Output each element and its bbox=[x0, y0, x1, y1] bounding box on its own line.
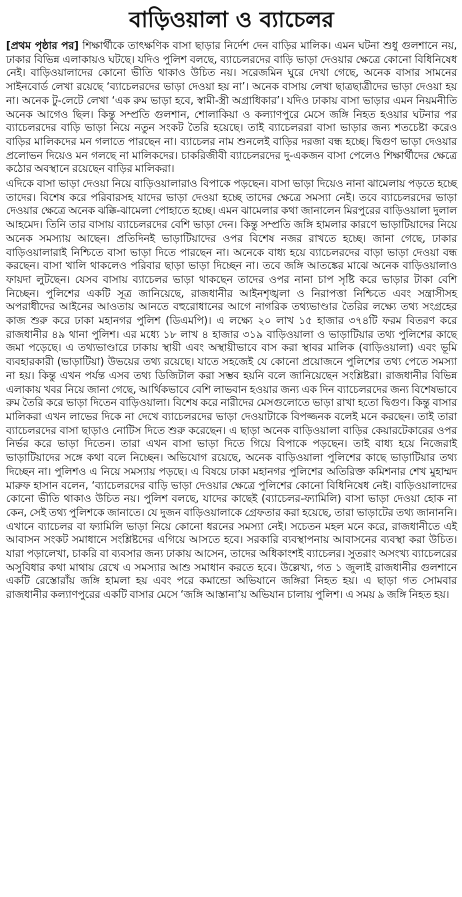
paragraph-1-text: শিক্ষার্থীকে তাৎক্ষণিক বাসা ছাড়ার নির্দেশ দেন বাড়ির মালিক। এমন ঘটনা শুধু গুলশানে নয়, ঢাকার বিভিন্ন এলাকায়ও ঘটছে। যদিও পুলিশ বলছে, ব্যাচেলরদের বাড়ি ভাড়া দেওয়ার ক্ষেত্রে কোনো বিধিনিষেধ নেই। বাড়িওয়ালাদের কোনো ভীতি থাকাও উচিত নয়। সরেজমিন ঘুরে দেখা গেছে, অনেক বাসার সামনের সাইনবোর্ড লেখা রয়েছে ‘ব্যাচেলরদের ভাড়া দেওয়া হয় না’। অনেক বাসায় লেখা ছাত্রছাত্রীদের ভাড়া দেওয়া হয় না। অনেক টু-লেটে লেখা ‘এক রুম ভাড়া হবে, স্বামী-স্ত্রী অগ্রাধিকার’। যদিও ঢাকায় বাসা ভাড়ার এমন নিয়মনীতি অনেক আগেও ছিল। কিন্তু সম্প্রতি গুলশান, শোলাকিয়া ও কল্যাণপুরে মেসে জঙ্গি নিহত হওয়ার ঘটনার পর ব্যাচেলরদের বাড়ি ভাড়া নিয়ে নতুন সংকট তৈরি হয়েছে। তাই ব্যাচেলররা বাসা ভাড়ার জন্য শতচেষ্টা করেও বাড়ির মালিকদের মন গলাতে পারছেন না। ব্যাচেলর নাম শুনলেই বাড়ির দরজা বন্ধ হচ্ছে। দ্বিগুণ ভাড়া দেওয়ার প্রলোভন দিয়েও মন গলছে না মালিকদের। চাকরিজীবী ব্যাচেলরদের দু-একজন বাসা পেলেও শিক্ষার্থীদের ক্ষেত্রে কঠোর অবস্থানে রয়েছেন বাড়ির মালিকরা। bbox=[6, 40, 457, 176]
article-body bbox=[6, 40, 457, 603]
article-headline: বাড়িওয়ালা ও ব্যাচেলর bbox=[129, 8, 334, 33]
article-paragraph-1 bbox=[6, 40, 457, 177]
article-paragraph-2: এদিকে বাসা ভাড়া দেওয়া নিয়ে বাড়িওয়ালারাও বিপাকে পড়ছেন। বাসা ভাড়া দিয়েও নানা ঝামেলায় পড়তে হচ্ছে তাদের। বিশেষ করে পরিবারসহ যাদের ভাড়া দেওয়া হচ্ছে তাদের ক্ষেত্রে সমস্যা নেই। তবে ব্যাচেলরদের ভাড়া দেওয়ার ক্ষেত্রে অনেক ঝক্কি-ঝামেলা পোহাতে হচ্ছে। এমন ঝামেলার কথা জানালেন মিরপুরের বাড়িওয়ালা দুলাল আহমেদ। তিনি তার বাসায় ব্যাচেলরদের বেশি ভাড়া দেন। কিন্তু সম্প্রতি জঙ্গি হামলার কারণে ভাড়াটিয়াদের নিয়ে অনেক সমস্যায় আছেন। প্রতিদিনই ভাড়াটিয়াদের ওপর বিশেষ নজর রাখতে হচ্ছে। জানা গেছে, ঢাকার বাড়িওয়ালারাই নিশ্চিতে বাসা ভাড়া দিতে পারছেন না। অনেকে বাধ্য হয়ে ব্যাচেলরদের বাড়া ভাড়া দেওয়া বন্ধ করছেন। বাসা খালি থাকলেও পরিবার ছাড়া ভাড়া দিচ্ছেন না। তবে জঙ্গি আতঙ্কের মাঝে অনেক বাড়িওয়ালাও ফায়দা লুটছেন। যেসব বাসায় ব্যাচেলর ভাড়া থাকছেন তাদের ওপর নানা চাপ সৃষ্টি করে ভাড়ার টাকা বেশি নিচ্ছেন। পুলিশের একটি সূত্র জানিয়েছে, রাজধানীর আইনশৃঙ্খলা ও নিরাপত্তা নিশ্চিতে এবং সন্ত্রাসীসহ অপরাধীদের আইনের আওতায় আনতে বহুরোধানের আগে নাগরিক তথ্যভাণ্ডার তৈরির লক্ষ্যে তথ্য সংগ্রহের কাজ শুরু করে ঢাকা মহানগর পুলিশ (ডিএমপি)। এ লক্ষ্যে ২০ লাখ ১৫ হাজার ৩৭৪টি ফরম বিতরণ করে রাজধানীর ৪৯ থানা পুলিশ। এর মধ্যে ১৮ লাখ ৪ হাজার ৩১৯ বাড়িওয়ালা ও ভাড়াটিয়ার তথ্য পুলিশের কাছে জমা পড়েছে। এ তথ্যভাণ্ডারে ঢাকায় স্থায়ী এবং অস্থায়ীভাবে বাস করা স্থাবর মালিক (বাড়িওয়ালা) এবং ভূমি ব্যবহারকারী (ভাড়াটিয়া) উভয়ের তথ্য রয়েছে। যাতে সহজেই যে কোনো প্রয়োজনে পুলিশের তথ্য পেতে সমস্যা না হয়। কিন্তু এখন পর্যন্ত এসব তথ্য ডিজিটাল করা সম্ভব হয়নি বলে জানিয়েছেন সংশ্লিষ্টরা। রাজধানীর বিভিন্ন এলাকায় খবর নিয়ে জানা গেছে, আর্থিকভাবে বেশি লাভবান হওয়ার জন্য এক দিন ব্যাচেলরদের জন্য বিশেষভাবে রুম তৈরি করে ভাড়া দিতেন বাড়িওয়ালা। বিশেষ করে নারীদের মেসগুলোতে ভাড়া রাখা হতো দ্বিগুণ। কিন্তু বাসার মালিকরা এখন লাভের দিকে না দেখে ব্যাচেলরদের ভাড়া দেওয়াটাকে বিপজ্জনক বলেই মনে করছেন। তাই তারা ব্যাচেলরদের বাসা ছাড়াও নোটিস দিতে শুরু করেছেন। এ ছাড়া অনেক বাড়িওয়ালা বাড়ির কেয়ারটেকারের ওপর নির্ভর করে ভাড়া দিতেন। তারা এখন বাসা ভাড়া দিতে গিয়ে বিপাকে পড়ছেন। তাই বাধ্য হয়ে নিজেরাই ভাড়াটিয়াদের সঙ্গে কথা বলে নিচ্ছেন। অভিযোগ রয়েছে, অনেক বাড়িওয়ালা পুলিশের কাছে ভাড়াটিয়ার তথ্য দিচ্ছেন না। পুলিশও এ নিয়ে সমস্যায় পড়ছে। এ বিষয়ে ঢাকা মহানগর পুলিশের অতিরিক্ত কমিশনার শেখ মুহাম্মদ মারুফ হাসান বলেন, ‘ব্যাচেলরদের বাড়ি ভাড়া দেওয়ার ক্ষেত্রে পুলিশের কোনো বিধিনিষেধ নেই। বাড়িওয়ালাদের কোনো ভীতি থাকাও উচিত নয়। পুলিশ বলছে, যাদের কাছেই (ব্যাচেলর-ফ্যামিলি) বাসা ভাড়া দেওয়া হোক না কেন, সেই তথ্য পুলিশকে জানাতে। যে দুজন বাড়িওয়ালাকে গ্রেফতার করা হয়েছে, তারা ভাড়াটের তথ্য জানাননি। এখানে ব্যাচেলর বা ফ্যামিলি ভাড়া নিয়ে কোনো ধরনের সমস্যা নেই। সচেতন মহল মনে করে, রাজধানীতে এই আবাসন সংকট সমাধানে সংশ্লিষ্টদের এগিয়ে আসতে হবে। সরকারি ব্যবস্থাপনায় আবাসনের ব্যবস্থা করা উচিত। যারা পড়ালেখা, চাকরি বা ব্যবসার জন্য ঢাকায় আসেন, তাদের অধিকাংশই ব্যাচেলর। সুতরাং অসংখ্য ব্যাচেলরের অসুবিধার কথা মাথায় রেখে এ সমস্যার আশু সমাধান করতে হবে। উল্লেখ্য, গত ১ জুলাই রাজধানীর গুলশানে একটি রেস্তোরাঁয় জঙ্গি হামলা হয় এবং পরে কমান্ডো অভিযানে জঙ্গিরা নিহত হয়। এ ছাড়া গত সোমবার রাজধানীর কল্যাণপুরের একটি বাসার মেসে ‘জঙ্গি আস্তানা’য় অভিযান চালায় পুলিশ। এ সময় ৯ জঙ্গি নিহত হয়। bbox=[6, 178, 457, 602]
continuation-tag: [প্রথম পৃষ্ঠার পর] bbox=[6, 40, 79, 52]
